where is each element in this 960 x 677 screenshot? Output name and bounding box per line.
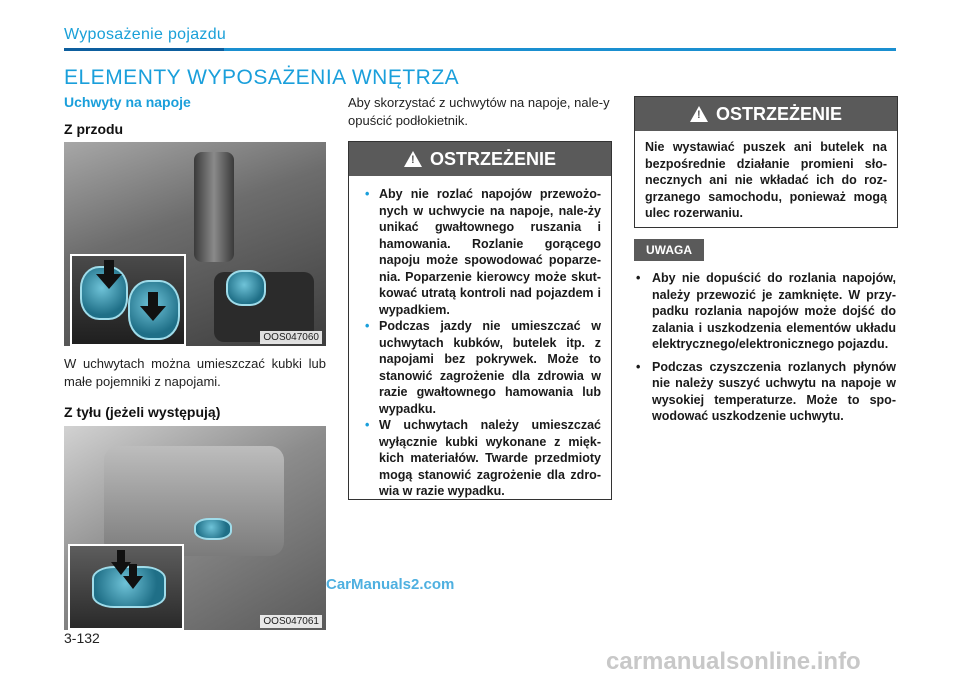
note-label: UWAGA (634, 239, 704, 261)
rear-image-code: OOS047061 (260, 615, 322, 628)
down-arrow-icon (122, 564, 144, 590)
warning-side-label: OSTRZEŻENIE (715, 103, 842, 124)
watermark-carmanualsonline: carmanualsonline.info (606, 648, 861, 675)
warning-side-text: Nie wystawiać puszek ani butelek na bezpośrednie działanie promieni sło-necznych ani nie wkładać ich do roz-grzanego samochodu, ponieważ mogą ulec rozerwaniu. (645, 140, 887, 220)
rear-inset (68, 544, 184, 630)
list-item: • Podczas czyszczenia rozlanych płynów nie należy suszyć uchwytu na napoje w wysokiej temperaturze. Może to spo-wodować uszkodzenie uchwytu. (634, 359, 896, 425)
gear-lever-shape (194, 152, 234, 262)
front-image-code: OOS047060 (260, 331, 322, 344)
header-section-title: Wyposażenie pojazdu (64, 26, 227, 43)
warning-side-header (635, 97, 897, 131)
front-heading: Z przodu (64, 121, 124, 137)
list-item: • Aby nie dopuścić do rozlania napojów, należy przewozić je zamknięte. W przy-padku rozlania napojów może dojść do zalania i uszkodzenia elementów układu elektrycznego/elektronicznego pojazdu. (634, 270, 896, 353)
front-cup-small (226, 270, 266, 306)
rear-cup-small (194, 518, 232, 540)
list-item: • Podczas jazdy nie umieszczać w uchwytach kubków, butelek itp. z napojami bez pokrywek. Może to stanowić zagrożenie dla zdrowia w razie gwałtownego hamowania lub wypadku. (365, 318, 601, 417)
warning-triangle-icon: ! (404, 151, 422, 167)
note-list (634, 270, 896, 431)
front-cupholder-photo (64, 142, 326, 346)
warning-main-label: OSTRZEŻENIE (429, 148, 556, 169)
rear-cupholder-photo (64, 426, 326, 630)
warning-triangle-icon: ! (690, 106, 708, 122)
rear-heading: Z tyłu (jeżeli występują) (64, 404, 221, 420)
warning-main-list (349, 176, 611, 506)
down-arrow-icon (138, 292, 168, 322)
watermark-carmanuals2: CarManuals2.com (326, 576, 455, 593)
warning-main-box (348, 141, 612, 500)
front-description: W uchwytach można umieszczać kubki lub małe pojemniki z napojami. (64, 356, 326, 389)
armrest-instruction: Aby skorzystać z uchwytów na napoje, nale-y opuścić podłokietnik. (348, 95, 610, 128)
warning-side-box (634, 96, 898, 228)
subsection-title: Uchwyty na napoje (64, 94, 191, 110)
list-item: • Aby nie rozlać napojów przewożo-nych w uchwycie na napoje, nale-ży unikać gwałtownego ruszania i hamowania. Rozlanie gorącego napoju może spowodować poparze-nia. Poparzenie kierowcy może skut-kować utratą kontroli nad pojazdem i wypadkiem. (365, 186, 601, 318)
list-item: • W uchwytach należy umieszczać wyłącznie kubki wykonane z mięk-kich materiałów. Twarde przedmioty mogą stanowić zagrożenie dla zdro-wia w razie wypadku. (365, 417, 601, 500)
front-inset (70, 254, 186, 346)
header-divider (64, 48, 896, 51)
page-number: 3-132 (64, 630, 100, 646)
rear-seat-shape (104, 446, 284, 556)
down-arrow-icon (94, 260, 124, 290)
warning-main-header (349, 142, 611, 176)
page-title: ELEMENTY WYPOSAŻENIA WNĘTRZA (64, 66, 460, 89)
